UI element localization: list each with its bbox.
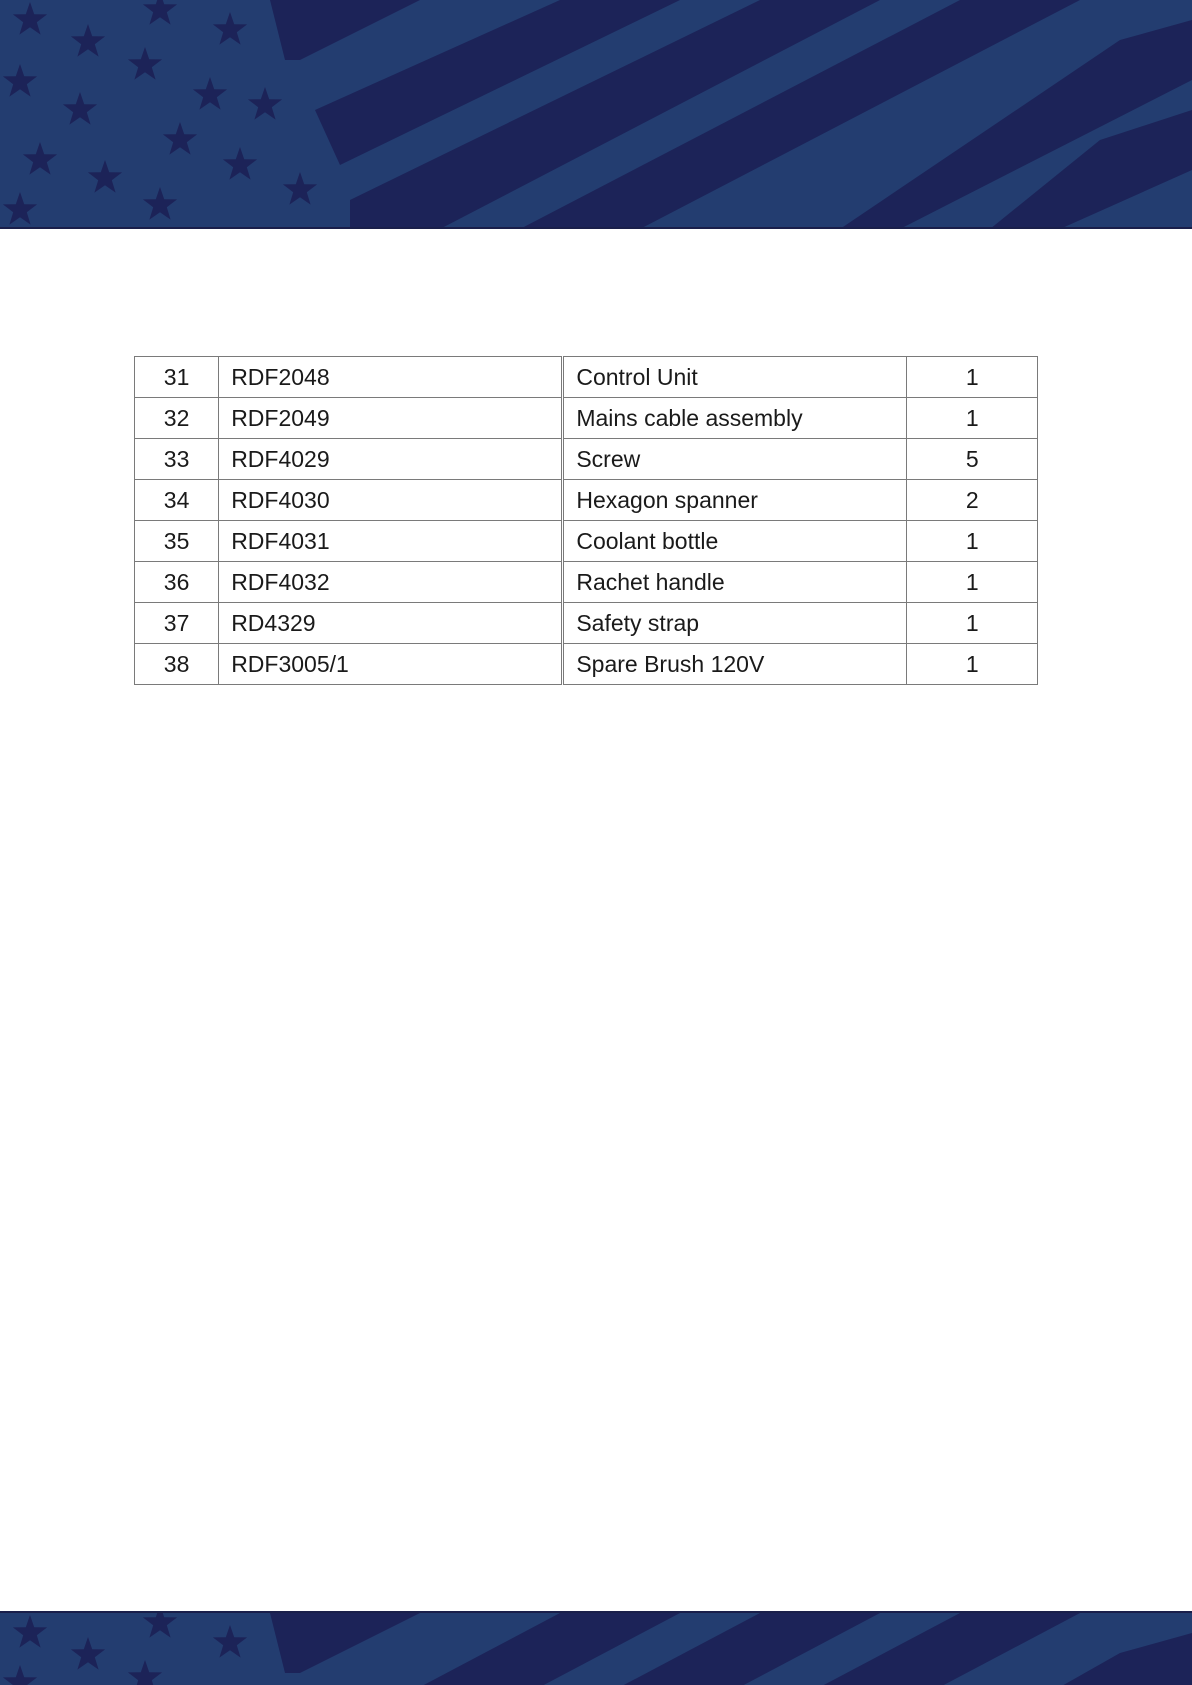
star-icon	[193, 77, 227, 110]
star-icon	[143, 0, 177, 25]
table-row	[135, 439, 1038, 480]
part-quantity-cell: 1	[907, 398, 1038, 439]
part-quantity-cell: 1	[907, 603, 1038, 644]
part-code-cell: RDF4032	[219, 562, 563, 603]
part-quantity-cell: 1	[907, 562, 1038, 603]
table-row	[135, 357, 1038, 398]
part-number-cell: 31	[135, 357, 219, 398]
part-description-cell: Mains cable assembly	[563, 398, 907, 439]
table-row	[135, 644, 1038, 685]
star-icon	[163, 122, 197, 155]
star-icon	[88, 160, 122, 193]
part-description-cell: Control Unit	[563, 357, 907, 398]
part-description-cell: Rachet handle	[563, 562, 907, 603]
star-icon	[213, 1625, 247, 1658]
part-number-cell: 38	[135, 644, 219, 685]
table-row	[135, 480, 1038, 521]
table-row	[135, 603, 1038, 644]
part-code-cell: RDF2048	[219, 357, 563, 398]
star-icon	[3, 192, 37, 225]
flag-stars	[3, 0, 317, 225]
star-icon	[143, 1613, 177, 1638]
flag-stars	[3, 1613, 247, 1685]
part-code-cell: RDF2049	[219, 398, 563, 439]
part-description-cell: Safety strap	[563, 603, 907, 644]
flag-stripes	[270, 0, 1192, 229]
part-description-cell: Coolant bottle	[563, 521, 907, 562]
part-code-cell: RDF4030	[219, 480, 563, 521]
part-number-cell: 32	[135, 398, 219, 439]
star-icon	[71, 1637, 105, 1670]
part-quantity-cell: 2	[907, 480, 1038, 521]
part-number-cell: 34	[135, 480, 219, 521]
part-code-cell: RDF3005/1	[219, 644, 563, 685]
star-icon	[283, 172, 317, 205]
flag-graphic	[0, 1613, 1192, 1685]
part-code-cell: RDF4031	[219, 521, 563, 562]
part-number-cell: 33	[135, 439, 219, 480]
parts-list-table	[134, 356, 1038, 685]
part-number-cell: 37	[135, 603, 219, 644]
table-row	[135, 398, 1038, 439]
star-icon	[13, 2, 47, 35]
star-icon	[3, 64, 37, 97]
part-quantity-cell: 1	[907, 521, 1038, 562]
flag-stripes	[270, 1613, 1192, 1685]
part-number-cell: 35	[135, 521, 219, 562]
star-icon	[248, 87, 282, 120]
part-number-cell: 36	[135, 562, 219, 603]
part-quantity-cell: 5	[907, 439, 1038, 480]
star-icon	[143, 187, 177, 220]
star-icon	[3, 1665, 37, 1685]
part-code-cell: RDF4029	[219, 439, 563, 480]
star-icon	[128, 1660, 162, 1685]
part-description-cell: Screw	[563, 439, 907, 480]
table-row	[135, 521, 1038, 562]
star-icon	[63, 92, 97, 125]
star-icon	[23, 142, 57, 175]
part-description-cell: Hexagon spanner	[563, 480, 907, 521]
footer-flag-banner	[0, 1611, 1192, 1685]
star-icon	[71, 24, 105, 57]
star-icon	[13, 1615, 47, 1648]
part-description-cell: Spare Brush 120V	[563, 644, 907, 685]
star-icon	[128, 47, 162, 80]
table-row	[135, 562, 1038, 603]
part-quantity-cell: 1	[907, 644, 1038, 685]
header-flag-banner	[0, 0, 1192, 229]
star-icon	[223, 147, 257, 180]
part-code-cell: RD4329	[219, 603, 563, 644]
star-icon	[213, 12, 247, 45]
part-quantity-cell: 1	[907, 357, 1038, 398]
flag-graphic	[0, 0, 1192, 229]
